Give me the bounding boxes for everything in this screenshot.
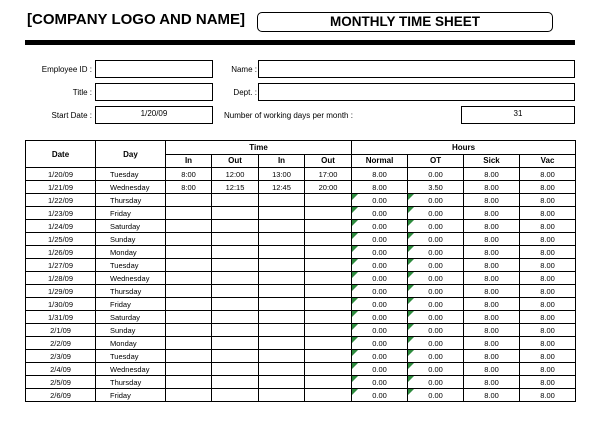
time-group-header: Time: [166, 141, 352, 155]
normal-hours-cell: 0.00: [352, 324, 408, 337]
table-row: [26, 233, 576, 246]
dept-field[interactable]: [258, 83, 575, 101]
ot-hours-cell: 0.00: [408, 363, 464, 376]
time-in-cell[interactable]: [166, 324, 212, 337]
date-cell: 1/24/09: [26, 220, 96, 233]
hours-group-header: Hours: [352, 141, 576, 155]
ot-hours-cell: 0.00: [408, 168, 464, 181]
start-date-label: Start Date :: [51, 111, 92, 120]
vac-hours-cell: 8.00: [520, 259, 576, 272]
table-row: [26, 311, 576, 324]
date-cell: 1/29/09: [26, 285, 96, 298]
time-in-cell[interactable]: [259, 220, 305, 233]
time-in-cell[interactable]: [259, 376, 305, 389]
vac-hours-cell: 8.00: [520, 272, 576, 285]
time-in-cell[interactable]: [259, 363, 305, 376]
table-row: [26, 324, 576, 337]
time-out-cell[interactable]: [305, 207, 352, 220]
ot-hours-cell: 0.00: [408, 259, 464, 272]
day-cell: Sunday: [96, 233, 166, 246]
table-row: [26, 350, 576, 363]
time-in-cell[interactable]: [259, 324, 305, 337]
table-row: [26, 207, 576, 220]
normal-hours-cell: 0.00: [352, 233, 408, 246]
time-in-cell[interactable]: [166, 337, 212, 350]
normal-hours-cell: 0.00: [352, 376, 408, 389]
time-out-cell[interactable]: [305, 363, 352, 376]
time-out-cell[interactable]: [212, 272, 259, 285]
time-out-cell[interactable]: [305, 376, 352, 389]
sick-hours-cell: 8.00: [464, 376, 520, 389]
table-row: [26, 298, 576, 311]
day-cell: Monday: [96, 337, 166, 350]
day-cell: Thursday: [96, 376, 166, 389]
time-out-cell[interactable]: [212, 207, 259, 220]
day-cell: Thursday: [96, 285, 166, 298]
time-out-cell[interactable]: [305, 389, 352, 402]
date-cell: 1/20/09: [26, 168, 96, 181]
time-in-cell[interactable]: [166, 363, 212, 376]
date-cell: 1/21/09: [26, 181, 96, 194]
ot-hours-cell: 0.00: [408, 350, 464, 363]
vac-hours-cell: 8.00: [520, 285, 576, 298]
vac-hours-cell: 8.00: [520, 246, 576, 259]
vac-hours-cell: 8.00: [520, 207, 576, 220]
day-cell: Friday: [96, 207, 166, 220]
time-in-cell[interactable]: [166, 272, 212, 285]
table-row: [26, 337, 576, 350]
ot-hours-cell: 0.00: [408, 298, 464, 311]
time-out-cell[interactable]: [212, 311, 259, 324]
vac-hours-cell: 8.00: [520, 220, 576, 233]
date-cell: 2/6/09: [26, 389, 96, 402]
date-cell: 1/26/09: [26, 246, 96, 259]
sick-hours-cell: 8.00: [464, 389, 520, 402]
col-sick-header: Sick: [464, 154, 520, 168]
normal-hours-cell: 8.00: [352, 181, 408, 194]
sick-hours-cell: 8.00: [464, 285, 520, 298]
employee-id-field[interactable]: [95, 60, 213, 78]
table-row: [26, 376, 576, 389]
vac-hours-cell: 8.00: [520, 324, 576, 337]
normal-hours-cell: 8.00: [352, 168, 408, 181]
normal-hours-cell: 0.00: [352, 350, 408, 363]
vac-hours-cell: 8.00: [520, 363, 576, 376]
day-cell: Wednesday: [96, 181, 166, 194]
time-in-cell[interactable]: 12:45: [259, 181, 305, 194]
col-in1-header: In: [166, 154, 212, 168]
time-in-cell[interactable]: [166, 350, 212, 363]
dept-label: Dept. :: [233, 88, 257, 97]
date-cell: 1/30/09: [26, 298, 96, 311]
vac-hours-cell: 8.00: [520, 194, 576, 207]
time-in-cell[interactable]: [259, 298, 305, 311]
time-out-cell[interactable]: [305, 298, 352, 311]
table-row: [26, 168, 576, 181]
sick-hours-cell: 8.00: [464, 311, 520, 324]
time-out-cell[interactable]: [305, 272, 352, 285]
day-cell: Friday: [96, 298, 166, 311]
time-out-cell[interactable]: 12:15: [212, 181, 259, 194]
company-name: [COMPANY LOGO AND NAME]: [27, 11, 246, 28]
sick-hours-cell: 8.00: [464, 194, 520, 207]
time-in-cell[interactable]: [166, 285, 212, 298]
ot-hours-cell: 0.00: [408, 220, 464, 233]
time-out-cell[interactable]: [212, 194, 259, 207]
time-in-cell[interactable]: [166, 376, 212, 389]
ot-hours-cell: 0.00: [408, 324, 464, 337]
table-row: [26, 194, 576, 207]
normal-hours-cell: 0.00: [352, 194, 408, 207]
time-out-cell[interactable]: [305, 311, 352, 324]
time-in-cell[interactable]: [166, 220, 212, 233]
vac-hours-cell: 8.00: [520, 376, 576, 389]
sick-hours-cell: 8.00: [464, 246, 520, 259]
normal-hours-cell: 0.00: [352, 220, 408, 233]
time-out-cell[interactable]: [305, 259, 352, 272]
day-cell: Tuesday: [96, 259, 166, 272]
date-cell: 1/28/09: [26, 272, 96, 285]
normal-hours-cell: 0.00: [352, 389, 408, 402]
time-in-cell[interactable]: [166, 207, 212, 220]
time-out-cell[interactable]: [212, 389, 259, 402]
ot-hours-cell: 0.00: [408, 272, 464, 285]
name-label: Name :: [231, 65, 257, 74]
time-in-cell[interactable]: 8:00: [166, 181, 212, 194]
time-in-cell[interactable]: [259, 337, 305, 350]
time-in-cell[interactable]: [166, 233, 212, 246]
day-cell: Tuesday: [96, 350, 166, 363]
time-in-cell[interactable]: [259, 311, 305, 324]
normal-hours-cell: 0.00: [352, 363, 408, 376]
vac-hours-cell: 8.00: [520, 350, 576, 363]
sick-hours-cell: 8.00: [464, 272, 520, 285]
date-cell: 2/1/09: [26, 324, 96, 337]
sick-hours-cell: 8.00: [464, 233, 520, 246]
time-in-cell[interactable]: [166, 389, 212, 402]
time-out-cell[interactable]: [212, 285, 259, 298]
vac-hours-cell: 8.00: [520, 181, 576, 194]
date-cell: 1/22/09: [26, 194, 96, 207]
day-cell: Thursday: [96, 194, 166, 207]
sick-hours-cell: 8.00: [464, 363, 520, 376]
time-out-cell[interactable]: [212, 324, 259, 337]
employee-id-label: Employee ID :: [41, 65, 92, 74]
table-row: [26, 220, 576, 233]
day-cell: Saturday: [96, 220, 166, 233]
col-vac-header: Vac: [520, 154, 576, 168]
sick-hours-cell: 8.00: [464, 207, 520, 220]
time-out-cell[interactable]: [305, 337, 352, 350]
day-cell: Wednesday: [96, 272, 166, 285]
timesheet-table: [25, 140, 576, 402]
time-out-cell[interactable]: [212, 298, 259, 311]
vac-hours-cell: 8.00: [520, 389, 576, 402]
date-cell: 1/31/09: [26, 311, 96, 324]
title-label: Title :: [72, 88, 92, 97]
title-field[interactable]: [95, 83, 213, 101]
col-out2-header: Out: [305, 154, 352, 168]
col-normal-header: Normal: [352, 154, 408, 168]
day-cell: Friday: [96, 389, 166, 402]
date-cell: 2/3/09: [26, 350, 96, 363]
normal-hours-cell: 0.00: [352, 246, 408, 259]
ot-hours-cell: 0.00: [408, 246, 464, 259]
time-out-cell[interactable]: [212, 259, 259, 272]
time-out-cell[interactable]: [305, 220, 352, 233]
working-days-label: Number of working days per month :: [224, 111, 353, 120]
time-out-cell[interactable]: [305, 324, 352, 337]
time-in-cell[interactable]: [259, 233, 305, 246]
ot-hours-cell: 0.00: [408, 233, 464, 246]
normal-hours-cell: 0.00: [352, 207, 408, 220]
time-out-cell[interactable]: [212, 350, 259, 363]
col-date-header: Date: [26, 141, 96, 168]
date-cell: 1/25/09: [26, 233, 96, 246]
day-cell: Saturday: [96, 311, 166, 324]
time-out-cell[interactable]: [305, 285, 352, 298]
sick-hours-cell: 8.00: [464, 324, 520, 337]
time-out-cell[interactable]: [212, 220, 259, 233]
normal-hours-cell: 0.00: [352, 272, 408, 285]
time-in-cell[interactable]: [259, 246, 305, 259]
normal-hours-cell: 0.00: [352, 311, 408, 324]
normal-hours-cell: 0.00: [352, 259, 408, 272]
table-row: [26, 259, 576, 272]
time-in-cell[interactable]: 13:00: [259, 168, 305, 181]
time-out-cell[interactable]: 17:00: [305, 168, 352, 181]
ot-hours-cell: 0.00: [408, 311, 464, 324]
time-in-cell[interactable]: [259, 207, 305, 220]
time-in-cell[interactable]: [259, 272, 305, 285]
time-in-cell[interactable]: [166, 259, 212, 272]
date-cell: 2/2/09: [26, 337, 96, 350]
col-ot-header: OT: [408, 154, 464, 168]
start-date-field[interactable]: 1/20/09: [95, 106, 213, 124]
ot-hours-cell: 0.00: [408, 194, 464, 207]
date-cell: 2/5/09: [26, 376, 96, 389]
ot-hours-cell: 0.00: [408, 376, 464, 389]
vac-hours-cell: 8.00: [520, 311, 576, 324]
sick-hours-cell: 8.00: [464, 168, 520, 181]
table-row: [26, 363, 576, 376]
working-days-field[interactable]: 31: [461, 106, 575, 124]
time-out-cell[interactable]: 20:00: [305, 181, 352, 194]
ot-hours-cell: 3.50: [408, 181, 464, 194]
time-out-cell[interactable]: [212, 363, 259, 376]
date-cell: 1/27/09: [26, 259, 96, 272]
table-row: [26, 285, 576, 298]
col-in2-header: In: [259, 154, 305, 168]
date-cell: 1/23/09: [26, 207, 96, 220]
ot-hours-cell: 0.00: [408, 285, 464, 298]
sick-hours-cell: 8.00: [464, 220, 520, 233]
time-out-cell[interactable]: [305, 246, 352, 259]
table-row: [26, 246, 576, 259]
vac-hours-cell: 8.00: [520, 337, 576, 350]
time-out-cell[interactable]: [305, 194, 352, 207]
sick-hours-cell: 8.00: [464, 298, 520, 311]
day-cell: Tuesday: [96, 168, 166, 181]
time-in-cell[interactable]: [166, 246, 212, 259]
normal-hours-cell: 0.00: [352, 298, 408, 311]
vac-hours-cell: 8.00: [520, 168, 576, 181]
time-out-cell[interactable]: 12:00: [212, 168, 259, 181]
time-in-cell[interactable]: [166, 298, 212, 311]
sick-hours-cell: 8.00: [464, 350, 520, 363]
time-out-cell[interactable]: [305, 350, 352, 363]
time-in-cell[interactable]: [259, 389, 305, 402]
col-out1-header: Out: [212, 154, 259, 168]
time-in-cell[interactable]: [166, 311, 212, 324]
table-row: [26, 181, 576, 194]
date-cell: 2/4/09: [26, 363, 96, 376]
col-day-header: Day: [96, 141, 166, 168]
time-in-cell[interactable]: [259, 285, 305, 298]
header-divider: [25, 40, 575, 45]
vac-hours-cell: 8.00: [520, 233, 576, 246]
time-in-cell[interactable]: [259, 350, 305, 363]
page-title: MONTHLY TIME SHEET: [257, 12, 553, 32]
vac-hours-cell: 8.00: [520, 298, 576, 311]
table-row: [26, 389, 576, 402]
time-out-cell[interactable]: [305, 233, 352, 246]
sick-hours-cell: 8.00: [464, 181, 520, 194]
time-out-cell[interactable]: [212, 246, 259, 259]
normal-hours-cell: 0.00: [352, 337, 408, 350]
time-out-cell[interactable]: [212, 376, 259, 389]
table-row: [26, 272, 576, 285]
ot-hours-cell: 0.00: [408, 207, 464, 220]
time-out-cell[interactable]: [212, 233, 259, 246]
day-cell: Sunday: [96, 324, 166, 337]
time-in-cell[interactable]: [166, 194, 212, 207]
sick-hours-cell: 8.00: [464, 337, 520, 350]
day-cell: Wednesday: [96, 363, 166, 376]
sick-hours-cell: 8.00: [464, 259, 520, 272]
time-out-cell[interactable]: [212, 337, 259, 350]
day-cell: Monday: [96, 246, 166, 259]
ot-hours-cell: 0.00: [408, 389, 464, 402]
ot-hours-cell: 0.00: [408, 337, 464, 350]
time-in-cell[interactable]: [259, 259, 305, 272]
normal-hours-cell: 0.00: [352, 285, 408, 298]
time-in-cell[interactable]: 8:00: [166, 168, 212, 181]
name-field[interactable]: [258, 60, 575, 78]
time-in-cell[interactable]: [259, 194, 305, 207]
